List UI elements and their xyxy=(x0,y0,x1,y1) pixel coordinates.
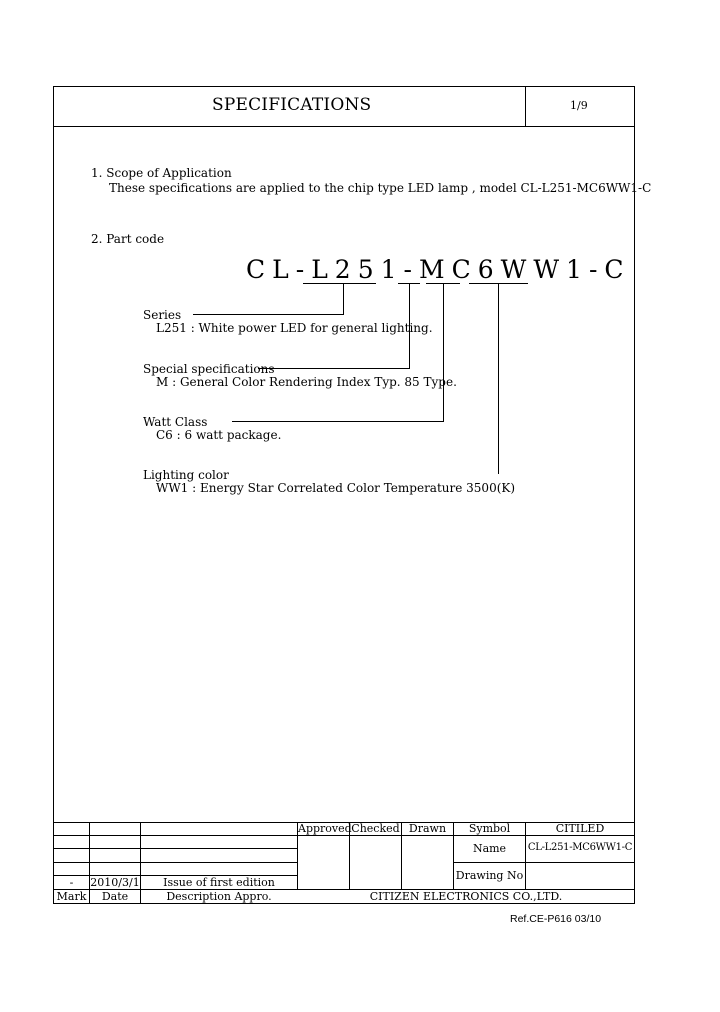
page-title: SPECIFICATIONS xyxy=(212,95,372,115)
part-code-seg-special: M xyxy=(418,255,452,284)
lighting-color-desc: WW1 : Energy Star Correlated Color Temperature 3500(K) xyxy=(156,481,516,495)
watt-class-label: Watt Class xyxy=(143,415,208,429)
revision-mark: - xyxy=(69,876,74,889)
series-label: Series xyxy=(143,308,182,322)
section2-heading: 2. Part code xyxy=(91,232,165,246)
symbol-value: CITILED xyxy=(555,822,605,835)
part-code-seg-color: WW1 xyxy=(500,255,589,284)
drawing-no-label: Drawing No xyxy=(455,869,524,882)
company-name: CITIZEN ELECTRONICS CO.,LTD. xyxy=(369,890,563,903)
part-code-seg-suffix: -C xyxy=(588,255,631,284)
checked-header: Checked xyxy=(351,822,400,835)
part-code-seg-dash: - xyxy=(403,255,419,284)
series-desc: L251 : White power LED for general lighting. xyxy=(156,321,433,335)
part-code-seg-prefix: CL- xyxy=(246,255,312,284)
mark-column-header: Mark xyxy=(56,890,87,903)
page-number: 1/9 xyxy=(570,99,588,112)
section1-body: These specifications are applied to the chip type LED lamp , model CL-L251-MC6WW1-C xyxy=(109,181,652,195)
revision-description: Issue of first edition xyxy=(163,876,275,889)
date-column-header: Date xyxy=(101,890,129,903)
lighting-color-label: Lighting color xyxy=(143,468,229,482)
name-label: Name xyxy=(472,842,507,855)
special-spec-label: Special specifications xyxy=(143,362,275,376)
watt-class-desc: C6 : 6 watt package. xyxy=(156,428,282,442)
part-code-seg-series: L251 xyxy=(311,255,404,284)
section1-heading: 1. Scope of Application xyxy=(91,166,232,180)
drawn-header: Drawn xyxy=(408,822,447,835)
reference-code: Ref.CE-P616 03/10 xyxy=(510,913,602,925)
approved-header: Approved xyxy=(298,822,352,835)
special-spec-desc: M : General Color Rendering Index Typ. 85 Type. xyxy=(156,375,457,389)
part-code-seg-watt: C6 xyxy=(451,255,501,284)
revision-date: 2010/3/1 xyxy=(90,876,140,889)
description-column-header: Description Appro. xyxy=(166,890,272,903)
name-value: CL-L251-MC6WW1-C xyxy=(527,842,633,853)
symbol-label: Symbol xyxy=(468,822,511,835)
